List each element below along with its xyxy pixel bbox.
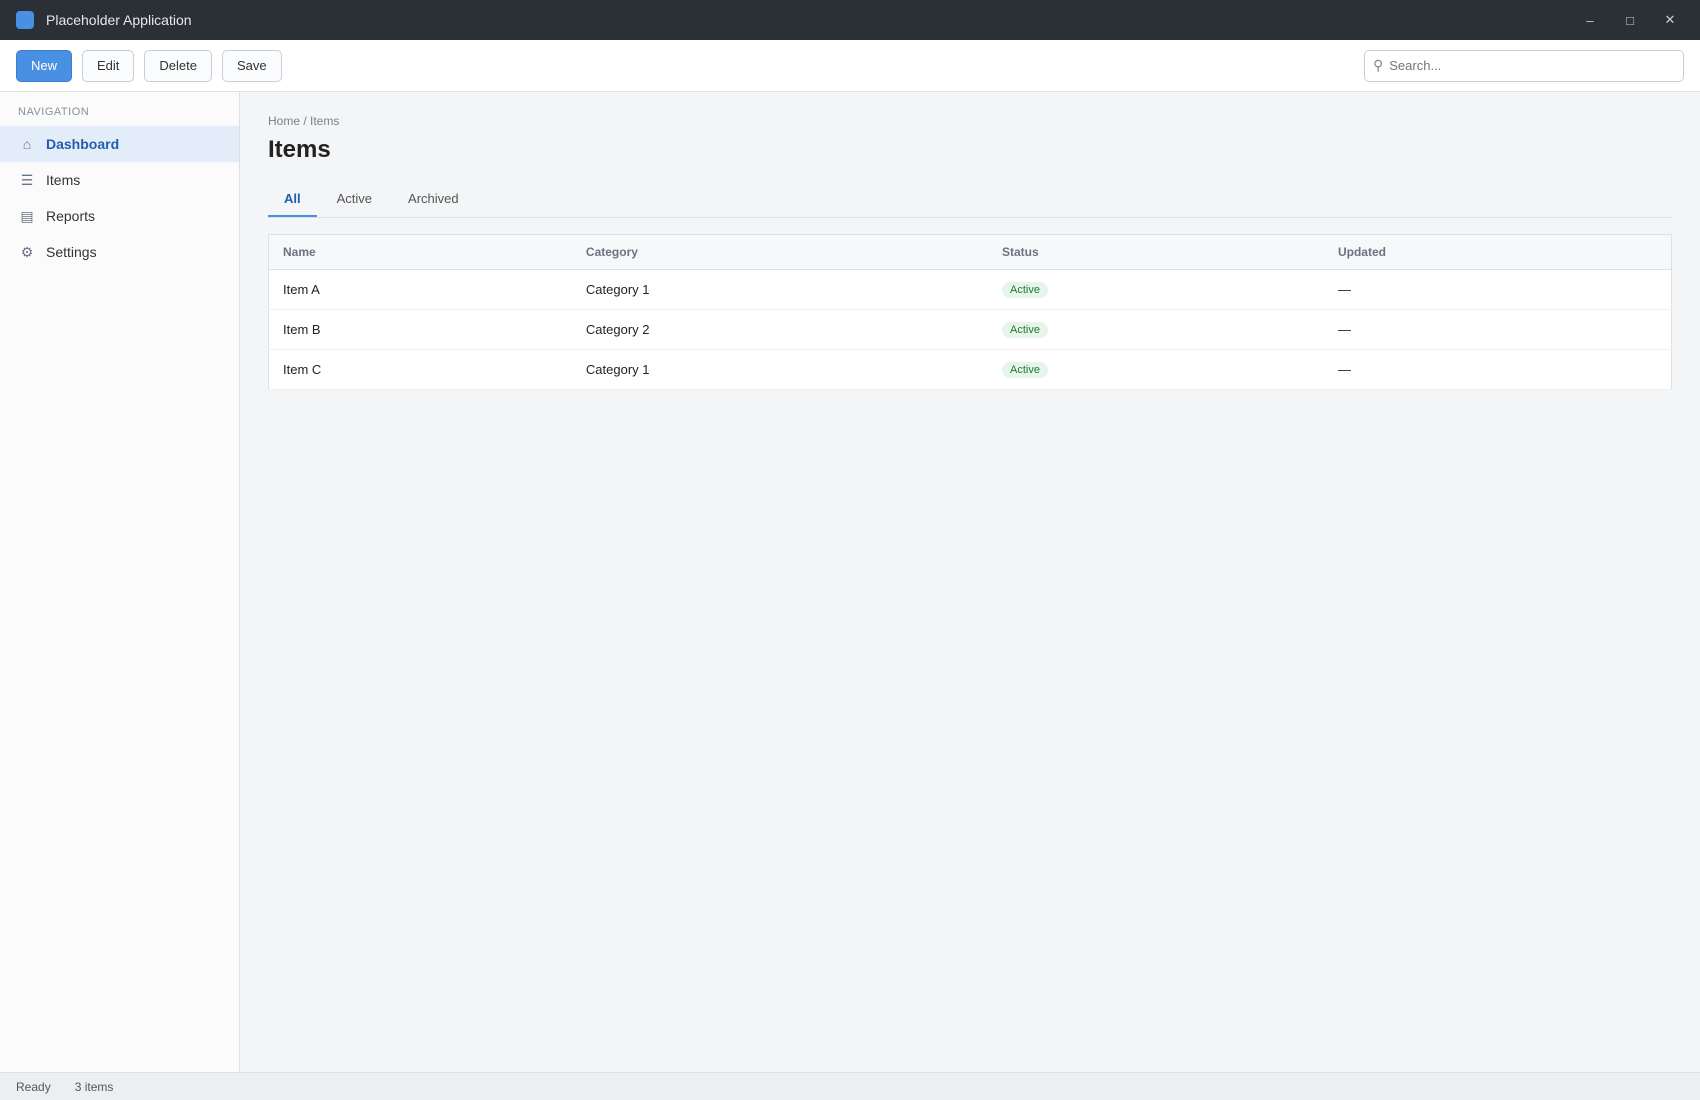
- sidebar-section-label: NAVIGATION: [18, 106, 90, 118]
- search-icon: ⚲: [1373, 57, 1384, 73]
- table-cell: Category 1: [572, 270, 988, 310]
- table-cell: —: [1324, 350, 1672, 390]
- maximize-icon[interactable]: □: [1626, 12, 1634, 28]
- column-header[interactable]: Category: [572, 235, 988, 270]
- breadcrumb: Home / Items: [268, 114, 340, 128]
- sidebar-item-label: Reports: [46, 208, 96, 224]
- search-box: [1364, 50, 1684, 82]
- table-cell: Item C: [269, 350, 572, 390]
- list-icon: ☰: [20, 171, 34, 188]
- item-count: 3 items: [74, 1079, 114, 1094]
- minimize-icon[interactable]: –: [1586, 12, 1594, 28]
- sidebar-item-dashboard[interactable]: [0, 126, 239, 162]
- sidebar-item-items[interactable]: [0, 162, 239, 198]
- table-cell: —: [1324, 270, 1672, 310]
- table-row[interactable]: [269, 270, 1672, 310]
- status-text: Ready: [16, 1079, 51, 1094]
- tab-all[interactable]: All: [268, 182, 317, 217]
- save-button[interactable]: Save: [222, 50, 282, 82]
- app-body: [0, 92, 1700, 1072]
- status-badge: Active: [1002, 362, 1048, 378]
- delete-button[interactable]: Delete: [144, 50, 212, 82]
- table-header-row: [269, 235, 1672, 270]
- column-header[interactable]: Status: [988, 235, 1324, 270]
- new-button[interactable]: New: [16, 50, 72, 82]
- main-content: [240, 92, 1700, 1072]
- sidebar-item-settings[interactable]: [0, 234, 239, 270]
- tab-archived[interactable]: Archived: [408, 191, 459, 206]
- sidebar-item-label: Settings: [46, 244, 97, 260]
- page-title: Items: [268, 136, 331, 163]
- table-cell: Item A: [269, 270, 572, 310]
- status-badge: Active: [1002, 282, 1048, 298]
- home-icon: ⌂: [22, 136, 32, 152]
- app-logo-icon: [16, 11, 34, 29]
- title-bar: [0, 0, 1700, 40]
- search-input[interactable]: [1389, 58, 1675, 73]
- status-badge: Active: [1002, 322, 1048, 338]
- table-cell: Category 1: [572, 350, 988, 390]
- column-header[interactable]: Name: [269, 235, 572, 270]
- table-cell: Item B: [269, 310, 572, 350]
- sidebar-item-reports[interactable]: [0, 198, 239, 234]
- tab-bar: [268, 182, 1672, 218]
- table-row[interactable]: [269, 350, 1672, 390]
- gear-icon: ⚙: [20, 243, 34, 260]
- close-icon[interactable]: ✕: [1664, 12, 1676, 27]
- window-title: Placeholder Application: [46, 12, 192, 28]
- toolbar: [0, 40, 1700, 92]
- sidebar: [0, 92, 240, 1072]
- table-cell: Category 2: [572, 310, 988, 350]
- status-bar: [0, 1072, 1700, 1100]
- sidebar-item-label: Dashboard: [46, 136, 120, 152]
- edit-button[interactable]: Edit: [82, 50, 134, 82]
- column-header[interactable]: Updated: [1324, 235, 1672, 270]
- chart-icon: ▤: [20, 207, 34, 224]
- table-row[interactable]: [269, 310, 1672, 350]
- table-cell: —: [1324, 310, 1672, 350]
- sidebar-item-label: Items: [46, 172, 81, 188]
- items-table: [268, 234, 1672, 390]
- tab-active[interactable]: Active: [336, 191, 373, 206]
